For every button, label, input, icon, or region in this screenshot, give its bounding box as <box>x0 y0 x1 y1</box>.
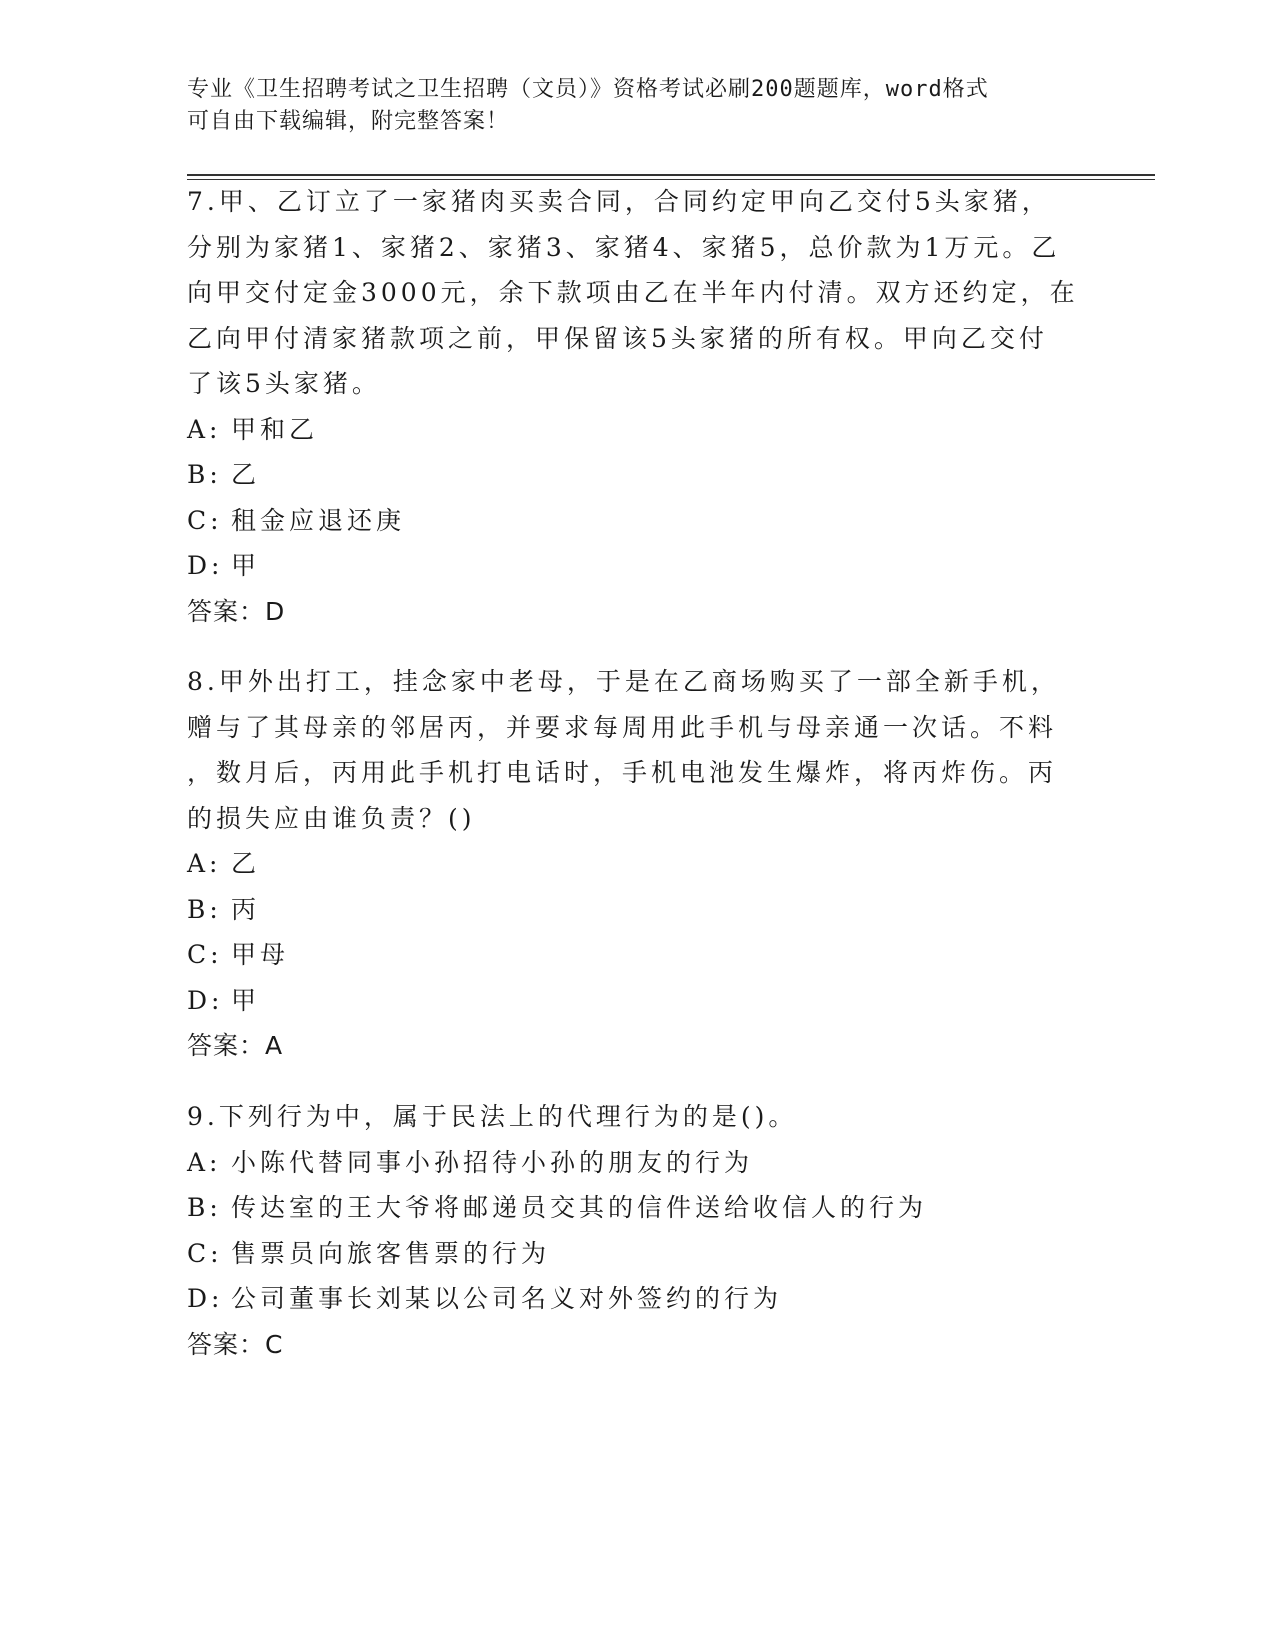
option-c <box>187 1231 1087 1277</box>
option-text: 租金应退还庚 <box>231 505 406 535</box>
option-text: 甲母 <box>231 940 290 969</box>
answer-line: 答案：A <box>187 1031 284 1060</box>
option-text: 甲 <box>231 985 261 1015</box>
option-letter: A: <box>187 849 222 878</box>
question-9 <box>187 1094 1087 1367</box>
page-header <box>187 74 1067 138</box>
option-text: 乙 <box>231 460 261 489</box>
option-text: 甲和乙 <box>231 414 319 444</box>
option-c <box>187 932 1087 978</box>
option-letter: A: <box>187 1147 222 1177</box>
option-a <box>187 407 1087 453</box>
option-text: 公司董事长刘某以公司名义对外签约的行为 <box>231 1284 783 1313</box>
option-text: 小陈代替同事小孙招待小孙的朋友的行为 <box>231 1147 754 1177</box>
question-text: 9.下列行为中，属于民法上的代理行为的是()。 <box>187 1102 798 1131</box>
option-b <box>187 1185 1087 1231</box>
option-letter: C: <box>187 505 223 535</box>
question-7 <box>187 179 1087 634</box>
option-letter: D: <box>187 551 224 580</box>
option-d <box>187 1276 1087 1322</box>
option-letter: B: <box>187 894 222 924</box>
header-line-2: 可自由下载编辑，附完整答案！ <box>187 109 510 134</box>
option-letter: D: <box>187 1284 224 1313</box>
option-letter: D: <box>187 985 224 1015</box>
option-letter: C: <box>187 940 223 969</box>
question-8 <box>187 659 1087 1069</box>
option-text: 乙 <box>231 849 261 878</box>
option-text: 售票员向旅客售票的行为 <box>231 1238 551 1268</box>
question-text: 8.甲外出打工，挂念家中老母，于是在乙商场购买了一部全新手机， 赠与了其母亲的邻居丙，并要求每周用此手机与母亲通一次话。不料 ，数月后，丙用此手机打电话时，手机电池发生爆炸，将丙炸伤。丙 的损失应由谁负责？() <box>187 667 1060 833</box>
header-line-1: 专业《卫生招聘考试之卫生招聘（文员）》资格考试必刷200题题库，word格式 <box>187 77 989 102</box>
option-letter: B: <box>187 460 222 489</box>
option-d <box>187 543 1087 589</box>
option-a <box>187 1140 1087 1186</box>
answer-line: 答案：C <box>187 1329 284 1359</box>
option-b <box>187 452 1087 498</box>
option-c <box>187 498 1087 544</box>
option-a <box>187 841 1087 887</box>
answer-line: 答案：D <box>187 596 286 626</box>
option-text: 传达室的王大爷将邮递员交其的信件送给收信人的行为 <box>231 1193 928 1222</box>
option-d <box>187 978 1087 1024</box>
option-text: 丙 <box>231 894 261 924</box>
option-text: 甲 <box>231 551 261 580</box>
option-b <box>187 887 1087 933</box>
option-letter: C: <box>187 1238 223 1268</box>
question-text: 7.甲、乙订立了一家猪肉买卖合同，合同约定甲向乙交付5头家猪， 分别为家猪1、家猪2、家猪3、家猪4、家猪5，总价款为1万元。乙 向甲交付定金3000元，余下款项由乙在半年内付清。双方还约定，在 乙向甲付清家猪款项之前，甲保留该5头家猪的所有权。甲向乙交付 了该5头家猪。 <box>187 187 1079 398</box>
option-letter: B: <box>187 1193 222 1222</box>
option-letter: A: <box>187 414 222 444</box>
